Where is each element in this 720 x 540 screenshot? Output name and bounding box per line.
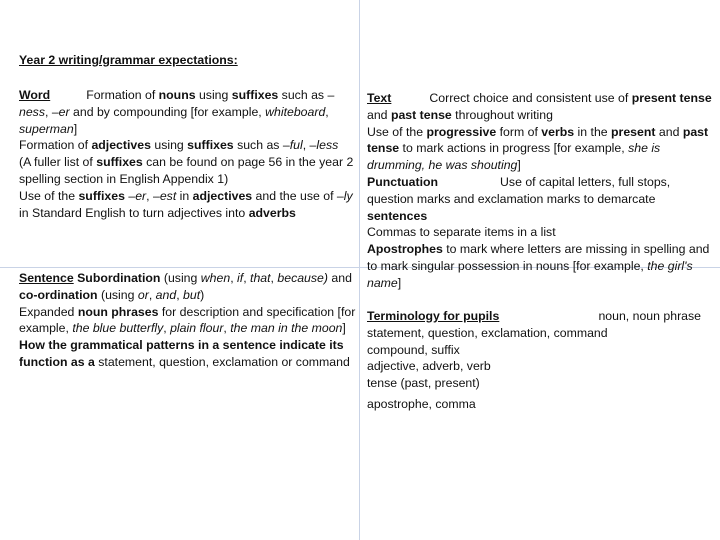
terminology-section — [367, 308, 712, 413]
text-heading: Text — [367, 91, 392, 105]
terminology-heading-row — [367, 308, 712, 325]
word-paragraph-adverbs: Use of the suffixes –er, –est in adjectives and the use of –ly in Standard English to turn adjectives into adverbs — [19, 188, 353, 220]
text-section — [367, 90, 712, 292]
page-title: Year 2 writing/grammar expectations: — [19, 53, 238, 67]
punctuation-paragraph-apostrophes: Apostrophes to mark where letters are missing in spelling and to mark singular possession in nouns [for example, the girl's name] — [367, 242, 710, 290]
terminology-item: compound, suffix — [367, 342, 460, 357]
word-paragraph-nouns: Word Formation of nouns using suffixes such as –ness, –er and by compounding [for example, whiteboard, superman] — [19, 88, 335, 136]
word-section — [19, 87, 362, 221]
terminology-item: adjective, adverb, verb — [367, 359, 491, 374]
punctuation-heading: Punctuation — [367, 174, 439, 189]
word-heading: Word — [19, 88, 51, 102]
terminology-item: tense (past, present) — [367, 376, 480, 391]
punctuation-paragraph-commas: Commas to separate items in a list — [367, 225, 556, 240]
sentence-section — [19, 270, 362, 371]
sentence-paragraph-noun-phrases: Expanded noun phrases for description and specification [for example, the blue butterfly, plain flour, the man in the moon] — [19, 304, 356, 336]
terminology-heading: Terminology for pupils — [367, 309, 500, 323]
sentence-paragraph-subordination: Sentence Subordination (using when, if, that, because) and co-ordination (using or, and, but) — [19, 271, 352, 302]
terminology-item: apostrophe, comma — [367, 396, 476, 411]
sentence-paragraph-function: How the grammatical patterns in a sentence indicate its function as a statement, question, exclamation or command — [19, 338, 350, 369]
word-paragraph-suffix-list: (A fuller list of suffixes can be found on page 56 in the year 2 spelling section in English Appendix 1) — [19, 155, 354, 186]
punctuation-paragraph-capitals: Punctuation Use of capital letters, full stops, question marks and exclamation marks to demarcate sentences — [367, 174, 671, 223]
terminology-item: noun, noun phrase — [598, 309, 701, 323]
text-paragraph-tense: Text Correct choice and consistent use of present tense and past tense throughout writing — [367, 91, 712, 122]
sentence-heading: Sentence — [19, 271, 74, 285]
text-paragraph-progressive: Use of the progressive form of verbs in the present and past tense to mark actions in progress [for example, she is drumming, he was shouting] — [367, 124, 709, 173]
terminology-item: statement, question, exclamation, command — [367, 325, 608, 340]
word-paragraph-adjectives: Formation of adjectives using suffixes such as –ful, –less — [19, 138, 339, 153]
